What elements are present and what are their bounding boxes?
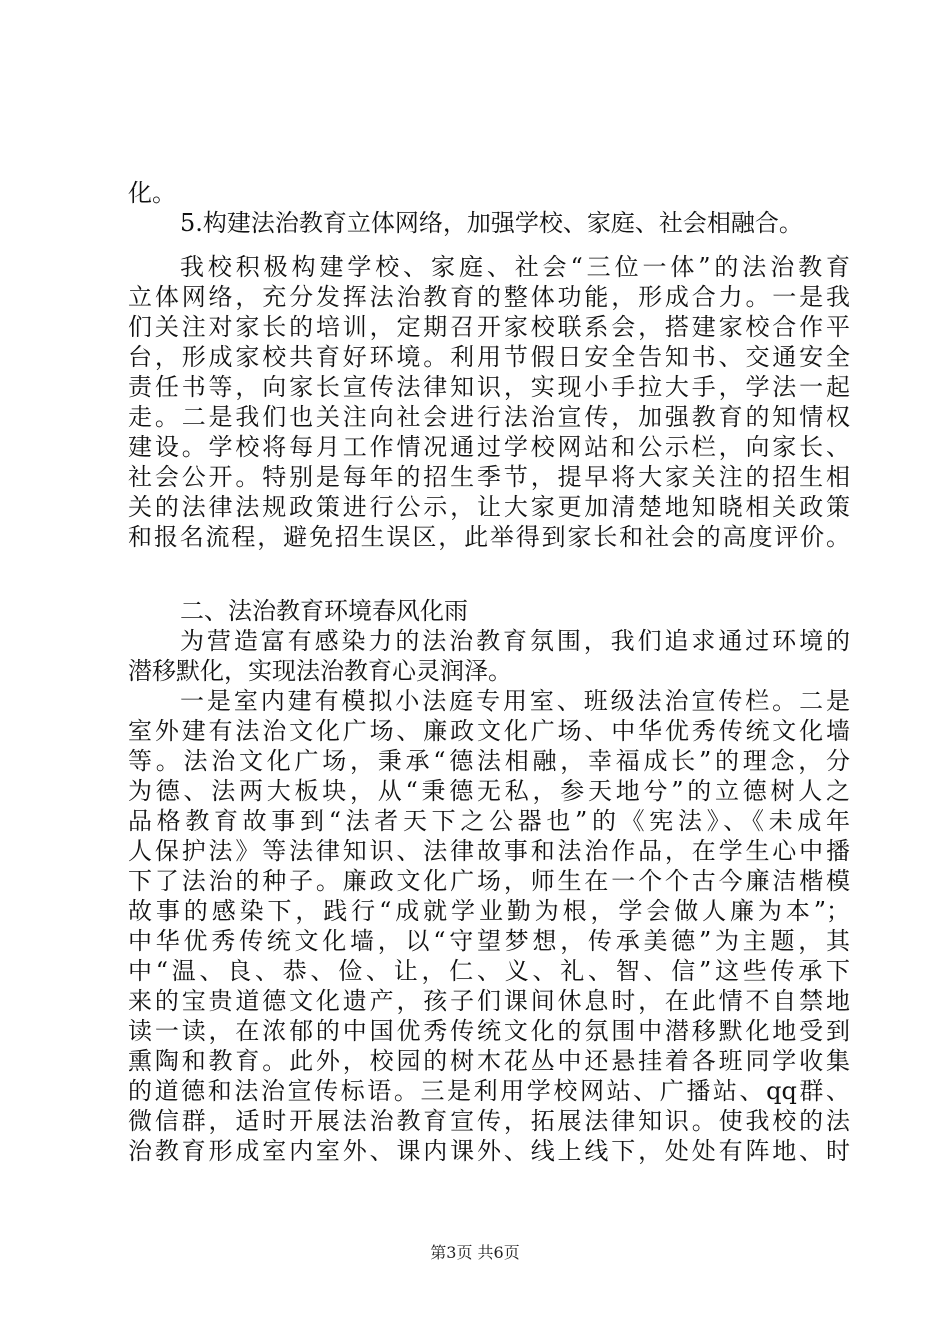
text-line: 的道德和法治宣传标语。三是利用学校网站、广播站、qq群、 — [128, 1077, 850, 1105]
text-line: 台，形成家校共育好环境。利用节假日安全告知书、交通安全 — [128, 343, 850, 371]
text-line: 中华优秀传统文化墙，以“守望梦想，传承美德”为主题，其 — [128, 927, 850, 955]
text-line: 我校积极构建学校、家庭、社会“三位一体”的法治教育 — [180, 253, 850, 281]
text-line: 来的宝贵道德文化遗产，孩子们课间休息时，在此情不自禁地 — [128, 987, 850, 1015]
text-line: 治教育形成室内室外、课内课外、线上线下，处处有阵地、时 — [128, 1137, 850, 1165]
text-line: 潜移默化，实现法治教育心灵润泽。 — [128, 657, 512, 685]
text-line: 熏陶和教育。此外，校园的树木花丛中还悬挂着各班同学收集 — [128, 1047, 850, 1075]
text-line: 建设。学校将每月工作情况通过学校网站和公示栏，向家长、 — [128, 433, 850, 461]
text-line: 品格教育故事到“法者天下之公器也”的《宪法》、《未成年 — [128, 807, 850, 835]
text-line: 等。法治文化广场，秉承“德法相融，幸福成长”的理念，分 — [128, 747, 850, 775]
text-line: 室外建有法治文化广场、廉政文化广场、中华优秀传统文化墙 — [128, 717, 850, 745]
text-line: 关的法律法规政策进行公示，让大家更加清楚地知晓相关政策 — [128, 493, 850, 521]
text-line: 中“温、良、恭、俭、让，仁、义、礼、智、信”这些传承下 — [128, 957, 850, 985]
text-line: 一是室内建有模拟小法庭专用室、班级法治宣传栏。二是 — [180, 687, 850, 715]
page-number-footer: 第3页 共6页 — [430, 1243, 520, 1262]
text-line: 为德、法两大板块，从“秉德无私，参天地兮”的立德树人之 — [128, 777, 850, 805]
text-line: 为营造富有感染力的法治教育氛围，我们追求通过环境的 — [180, 627, 850, 655]
section-heading-2: 二、法治教育环境春风化雨 — [180, 597, 468, 625]
text-line: 立体网络，充分发挥法治教育的整体功能，形成合力。一是我 — [128, 283, 850, 311]
text-line: 化。 — [128, 179, 176, 207]
text-line: 们关注对家长的培训，定期召开家校联系会，搭建家校合作平 — [128, 313, 850, 341]
text-line: 社会公开。特别是每年的招生季节，提早将大家关注的招生相 — [128, 463, 850, 491]
text-line: 和报名流程，避免招生误区，此举得到家长和社会的高度评价。 — [128, 523, 850, 551]
text-line: 微信群，适时开展法治教育宣传，拓展法律知识。使我校的法 — [128, 1107, 850, 1135]
text-line: 故事的感染下，践行“成就学业勤为根，学会做人廉为本”； — [128, 897, 850, 925]
section-heading-5: 5.构建法治教育立体网络，加强学校、家庭、社会相融合。 — [180, 209, 803, 237]
text-line: 下了法治的种子。廉政文化广场，师生在一个个古今廉洁楷模 — [128, 867, 850, 895]
text-line: 责任书等，向家长宣传法律知识，实现小手拉大手，学法一起 — [128, 373, 850, 401]
text-line: 走。二是我们也关注向社会进行法治宣传，加强教育的知情权 — [128, 403, 850, 431]
text-line: 读一读，在浓郁的中国优秀传统文化的氛围中潜移默化地受到 — [128, 1017, 850, 1045]
text-line: 人保护法》等法律知识、法律故事和法治作品，在学生心中播 — [128, 837, 850, 865]
